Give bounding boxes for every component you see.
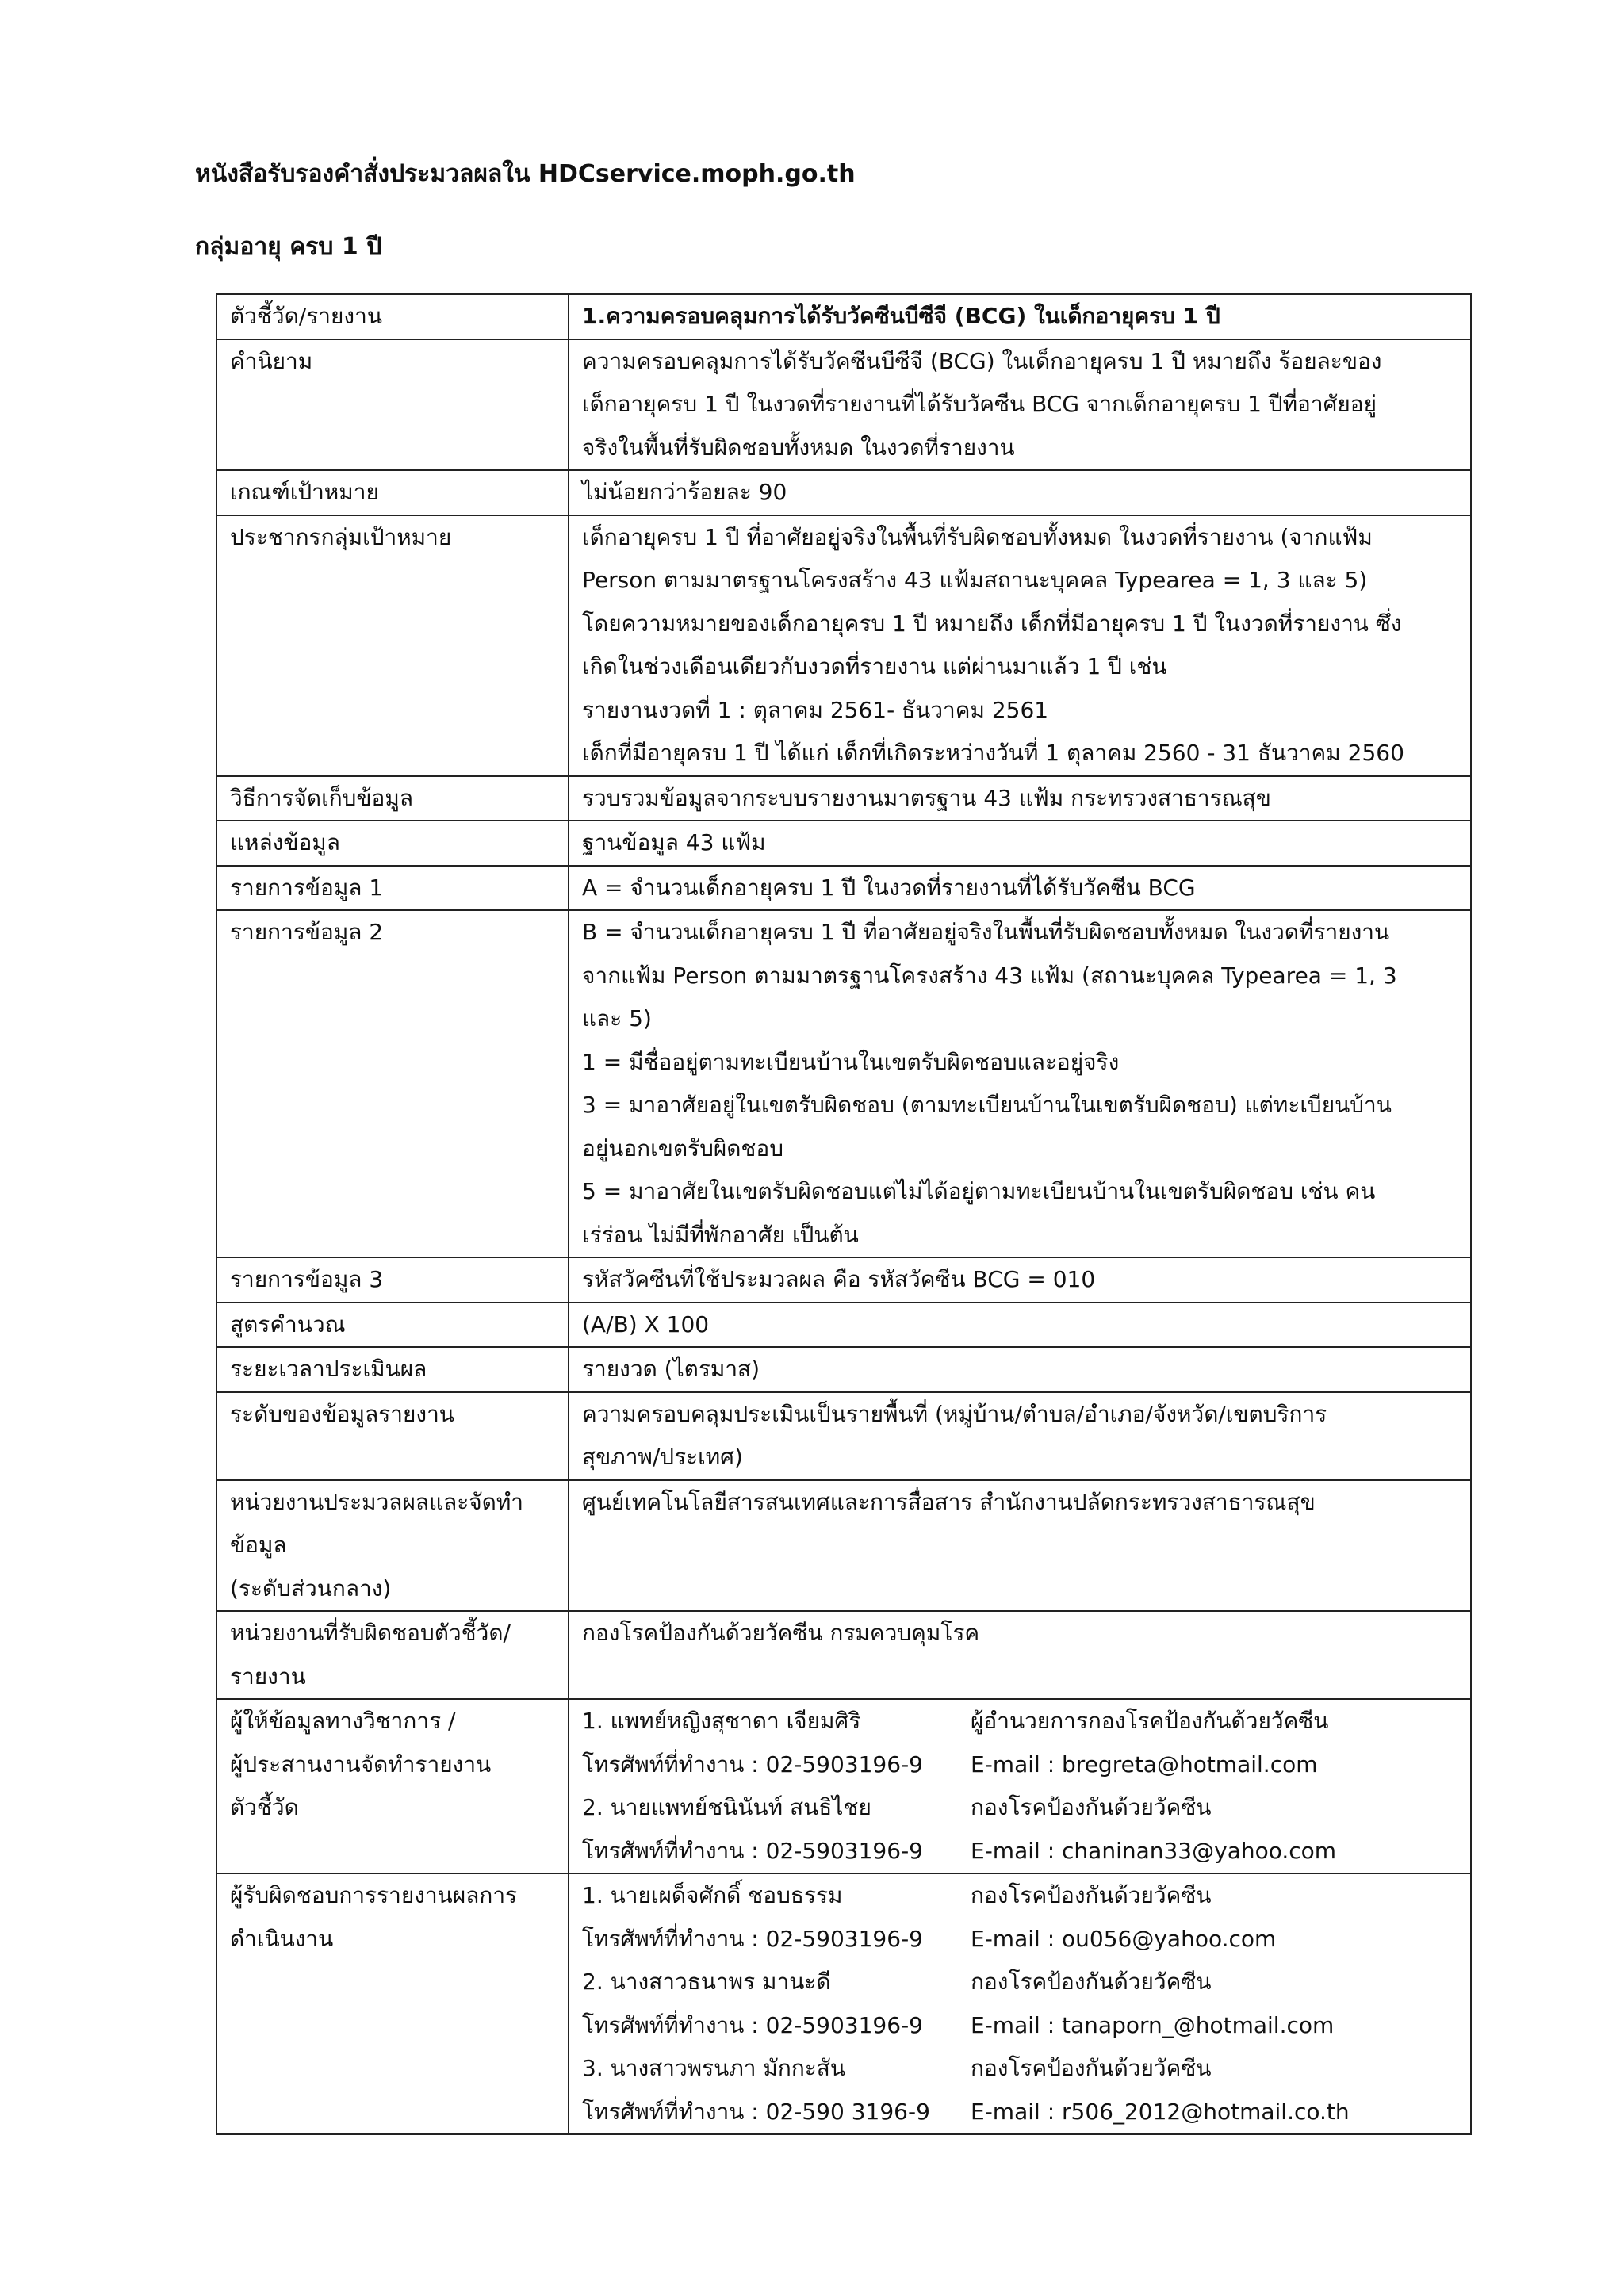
row-value <box>569 1480 1471 1612</box>
row-label: รายการข้อมูล 1 <box>216 866 569 911</box>
academic-label: ผู้ให้ข้อมูลทางวิชาการ / ผู้ประสานงานจัดทำรายงาน ตัวชี้วัด <box>216 1699 569 1873</box>
value-line: ความครอบคลุมประเมินเป็นรายพื้นที่ (หมู่บ้าน/ตำบล/อำเภอ/จังหวัด/เขตบริการ <box>582 1400 1327 1427</box>
row-label: ระดับของข้อมูลรายงาน <box>216 1392 569 1480</box>
row-value <box>569 821 1471 866</box>
row-label: ประชากรกลุ่มเป้าหมาย <box>216 515 569 776</box>
row-value <box>569 776 1471 821</box>
row-label: หน่วยงานประมวลผลและจัดทำข้อมูล (ระดับส่วนกลาง) <box>216 1480 569 1612</box>
row-label: วิธีการจัดเก็บข้อมูล <box>216 776 569 821</box>
academic-contacts <box>569 1699 1471 1873</box>
contact-left: 3. นางสาวพรนภา มักกะสัน <box>582 2055 846 2081</box>
row-label: สูตรคำนวณ <box>216 1303 569 1348</box>
row-value <box>569 1347 1471 1392</box>
document-subtitle: กลุ่มอายุ ครบ 1 ปี <box>195 233 382 261</box>
contact-right: กองโรคป้องกันด้วยวัคซีน <box>971 1969 1212 1995</box>
table-row <box>216 910 1471 1257</box>
row-label: รายการข้อมูล 2 <box>216 910 569 1257</box>
row-label: หน่วยงานที่รับผิดชอบตัวชี้วัด/ รายงาน <box>216 1611 569 1699</box>
row-label: ระยะเวลาประเมินผล <box>216 1347 569 1392</box>
document-title: หนังสือรับรองคำสั่งประมวลผลใน HDCservice.moph.go.th <box>195 160 856 188</box>
row-label: แหล่งข้อมูล <box>216 821 569 866</box>
value-line: รายงวด (ไตรมาส) <box>582 1356 760 1382</box>
contact-line <box>582 1918 1457 1961</box>
value-line: Person ตามมาตรฐานโครงสร้าง 43 แฟ้มสถานะบุคคล Typearea = 1, 3 และ 5) <box>582 567 1368 593</box>
contact-right: กองโรคป้องกันด้วยวัคซีน <box>971 1882 1212 1908</box>
value-line: รหัสวัคซีนที่ใช้ประมวลผล คือ รหัสวัคซีน BCG = 010 <box>582 1266 1096 1292</box>
value-line: 3 = มาอาศัยอยู่ในเขตรับผิดชอบ (ตามทะเบียนบ้านในเขตรับผิดชอบ) แต่ทะเบียนบ้าน <box>582 1092 1392 1118</box>
table-row <box>216 1303 1471 1348</box>
contact-line <box>582 2091 1457 2134</box>
value-line: และ 5) <box>582 1005 652 1031</box>
value-line: เด็กอายุครบ 1 ปี ในงวดที่รายงานที่ได้รับวัคซีน BCG จากเด็กอายุครบ 1 ปีที่อาศัยอยู่ <box>582 391 1377 417</box>
table-row <box>216 1611 1471 1699</box>
contact-line <box>582 1874 1457 1918</box>
contact-left: 1. นายเผด็จศักดิ์ ชอบธรรม <box>582 1882 843 1908</box>
value-line: ไม่น้อยกว่าร้อยละ 90 <box>582 479 787 505</box>
row-label: รายการข้อมูล 3 <box>216 1257 569 1303</box>
value-line: เด็กที่มีอายุครบ 1 ปี ได้แก่ เด็กที่เกิดระหว่างวันที่ 1 ตุลาคม 2560 - 31 ธันวาคม 2560 <box>582 740 1404 766</box>
value-line: 1 = มีชื่ออยู่ตามทะเบียนบ้านในเขตรับผิดชอบและอยู่จริง <box>582 1048 1120 1075</box>
table-row-reporting <box>216 1873 1471 2134</box>
table-row <box>216 339 1471 471</box>
value-line: B = จำนวนเด็กอายุครบ 1 ปี ที่อาศัยอยู่จริงในพื้นที่รับผิดชอบทั้งหมด ในงวดที่รายงาน <box>582 919 1390 945</box>
row-value <box>569 339 1471 471</box>
contact-line <box>582 2004 1457 2048</box>
contact-right: E-mail : r506_2012@hotmail.co.th <box>971 2098 1350 2125</box>
row-value <box>569 1257 1471 1303</box>
table-row <box>216 866 1471 911</box>
row-value <box>569 910 1471 1257</box>
value-line: จากแฟ้ม Person ตามมาตรฐานโครงสร้าง 43 แฟ้ม (สถานะบุคคล Typearea = 1, 3 <box>582 962 1397 989</box>
reporting-contacts <box>569 1873 1471 2134</box>
contact-line <box>582 1830 1457 1873</box>
contact-left: โทรศัพท์ที่ทำงาน : 02-5903196-9 <box>582 2011 923 2038</box>
value-line: จริงในพื้นที่รับผิดชอบทั้งหมด ในงวดที่รายงาน <box>582 434 1015 461</box>
value-line: รายงานงวดที่ 1 : ตุลาคม 2561- ธันวาคม 2561 <box>582 696 1049 723</box>
contact-right: กองโรคป้องกันด้วยวัคซีน <box>971 2055 1212 2081</box>
table-row <box>216 1257 1471 1303</box>
contact-line <box>582 1743 1457 1787</box>
value-line: อยู่นอกเขตรับผิดชอบ <box>582 1135 784 1161</box>
contact-line <box>582 1700 1457 1743</box>
value-line: เด็กอายุครบ 1 ปี ที่อาศัยอยู่จริงในพื้นที่รับผิดชอบทั้งหมด ในงวดที่รายงาน (จากแฟ้ม <box>582 523 1373 550</box>
table-row <box>216 1392 1471 1480</box>
row-value <box>569 470 1471 515</box>
contact-right: E-mail : tanaporn_@hotmail.com <box>971 2011 1335 2038</box>
row-value <box>569 1303 1471 1348</box>
contact-right: E-mail : bregreta@hotmail.com <box>971 1751 1318 1777</box>
contact-left: 1. แพทย์หญิงสุชาดา เจียมศิริ <box>582 1708 861 1734</box>
value-line: รวบรวมข้อมูลจากระบบรายงานมาตรฐาน 43 แฟ้ม กระทรวงสาธารณสุข <box>582 784 1271 811</box>
row-label: คำนิยาม <box>216 339 569 471</box>
table-row <box>216 1347 1471 1392</box>
row-value <box>569 1392 1471 1480</box>
table-row <box>216 294 1471 339</box>
contact-right: กองโรคป้องกันด้วยวัคซีน <box>971 1794 1212 1820</box>
table-row <box>216 515 1471 776</box>
row-label: เกณฑ์เป้าหมาย <box>216 470 569 515</box>
contact-left: 2. นายแพทย์ชนินันท์ สนธิไชย <box>582 1794 871 1820</box>
indicator-table-body <box>216 294 1471 2134</box>
row-label: ตัวชี้วัด/รายงาน <box>216 294 569 339</box>
contact-left: โทรศัพท์ที่ทำงาน : 02-5903196-9 <box>582 1751 923 1777</box>
table-row <box>216 821 1471 866</box>
indicator-table <box>216 293 1472 2135</box>
contact-left: โทรศัพท์ที่ทำงาน : 02-5903196-9 <box>582 1837 923 1864</box>
value-line: ศูนย์เทคโนโลยีสารสนเทศและการสื่อสาร สำนักงานปลัดกระทรวงสาธารณสุข <box>582 1488 1316 1515</box>
table-row-academic <box>216 1699 1471 1873</box>
row-value <box>569 294 1471 339</box>
row-value <box>569 515 1471 776</box>
value-line: สุขภาพ/ประเทศ) <box>582 1444 743 1470</box>
row-value <box>569 1611 1471 1699</box>
contact-left: โทรศัพท์ที่ทำงาน : 02-5903196-9 <box>582 1925 923 1952</box>
reporting-label: ผู้รับผิดชอบการรายงานผลการ ดำเนินงาน <box>216 1873 569 2134</box>
row-value <box>569 866 1471 911</box>
contact-line <box>582 1961 1457 2004</box>
value-line: ฐานข้อมูล 43 แฟ้ม <box>582 829 766 855</box>
table-row <box>216 776 1471 821</box>
value-line: เกิดในช่วงเดือนเดียวกับงวดที่รายงาน แต่ผ่านมาแล้ว 1 ปี เช่น <box>582 653 1167 679</box>
value-line: กองโรคป้องกันด้วยวัคซีน กรมควบคุมโรค <box>582 1620 980 1646</box>
contact-left: 2. นางสาวธนาพร มานะดี <box>582 1969 831 1995</box>
contact-line <box>582 2047 1457 2091</box>
contact-right: E-mail : ou056@yahoo.com <box>971 1925 1277 1952</box>
value-line: โดยความหมายของเด็กอายุครบ 1 ปี หมายถึง เด็กที่มีอายุครบ 1 ปี ในงวดที่รายงาน ซึ่ง <box>582 610 1402 637</box>
contact-left: โทรศัพท์ที่ทำงาน : 02-590 3196-9 <box>582 2098 930 2125</box>
contact-line <box>582 1786 1457 1830</box>
value-line: เร่ร่อน ไม่มีที่พักอาศัย เป็นต้น <box>582 1221 859 1248</box>
value-line: ความครอบคลุมการได้รับวัคซีนบีซีจี (BCG) ในเด็กอายุครบ 1 ปี หมายถึง ร้อยละของ <box>582 347 1382 374</box>
value-line: (A/B) X 100 <box>582 1311 710 1337</box>
value-line: A = จำนวนเด็กอายุครบ 1 ปี ในงวดที่รายงานที่ได้รับวัคซีน BCG <box>582 874 1196 901</box>
table-row <box>216 1480 1471 1612</box>
value-line: 5 = มาอาศัยในเขตรับผิดชอบแต่ไม่ได้อยู่ตามทะเบียนบ้านในเขตรับผิดชอบ เช่น คน <box>582 1178 1376 1204</box>
contact-right: ผู้อำนวยการกองโรคป้องกันด้วยวัคซีน <box>971 1708 1329 1734</box>
contact-right: E-mail : chaninan33@yahoo.com <box>971 1837 1337 1864</box>
table-row <box>216 470 1471 515</box>
value-line: 1.ความครอบคลุมการได้รับวัคซีนบีซีจี (BCG) ในเด็กอายุครบ 1 ปี <box>582 303 1220 329</box>
